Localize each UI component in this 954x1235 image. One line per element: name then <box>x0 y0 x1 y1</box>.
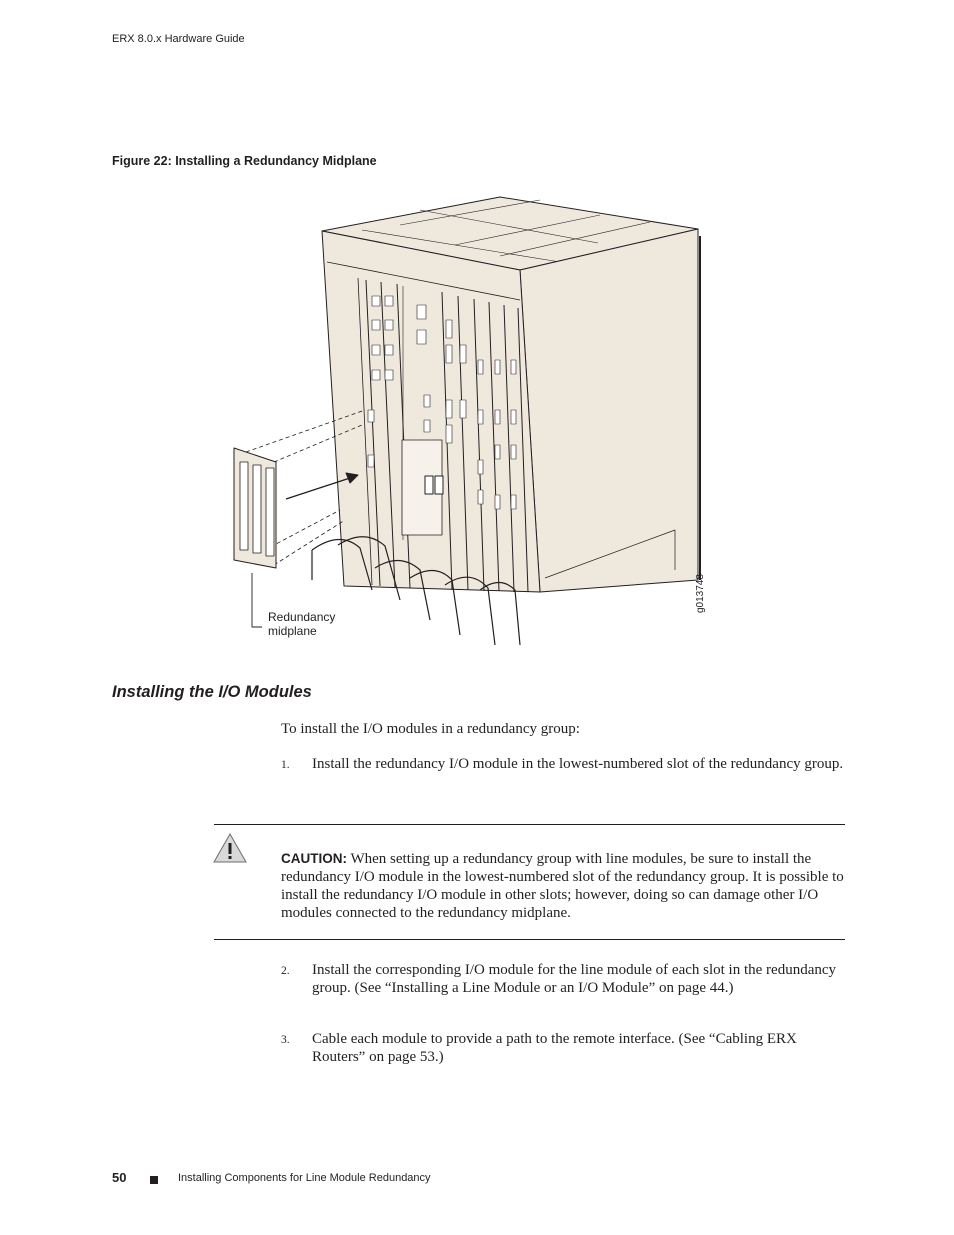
callout-label-line2: midplane <box>268 624 317 638</box>
list-item <box>281 1030 846 1066</box>
callout-label-line1: Redundancy <box>268 610 336 624</box>
intro-paragraph: To install the I/O modules in a redundancy group: <box>281 721 580 737</box>
page-number: 50 <box>112 1170 127 1185</box>
list-item <box>281 755 846 773</box>
step-number: 3. <box>281 1034 290 1046</box>
warning-triangle-icon <box>212 832 248 864</box>
step-text: Cable each module to provide a path to the remote interface. (See “Cabling ERX Routers” on page 53.) <box>312 1031 797 1065</box>
figure-redundancy-midplane <box>230 195 730 660</box>
figure-caption: Figure 22: Installing a Redundancy Midplane <box>112 154 377 168</box>
caution-label: CAUTION: <box>281 851 347 866</box>
running-header: ERX 8.0.x Hardware Guide <box>112 33 245 45</box>
step-text: Install the corresponding I/O module for the line module of each slot in the redundancy group. (See “Installing a Line Module or an I/O Module” on page 44.) <box>312 962 837 996</box>
figure-id: g013748 <box>695 574 706 613</box>
chassis-illustration <box>230 195 730 660</box>
step-number: 2. <box>281 965 290 977</box>
caution-top-rule <box>214 824 845 825</box>
caution-text: When setting up a redundancy group with line modules, be sure to install the redundancy I/O module in the lowest-numbered slot of the redundancy group. It is possible to install the redundancy I/O module in other slots; however, doing so can damage other I/O modules connected to the redundancy midplane. <box>281 851 844 921</box>
caution-note <box>281 850 849 922</box>
footer-separator <box>150 1176 158 1184</box>
caution-bottom-rule <box>214 939 845 940</box>
step-text: Install the redundancy I/O module in the lowest-numbered slot of the redundancy group. <box>312 756 844 772</box>
footer-section-title: Installing Components for Line Module Redundancy <box>178 1172 431 1184</box>
section-heading: Installing the I/O Modules <box>112 683 312 701</box>
step-number: 1. <box>281 759 290 771</box>
list-item <box>281 961 846 997</box>
